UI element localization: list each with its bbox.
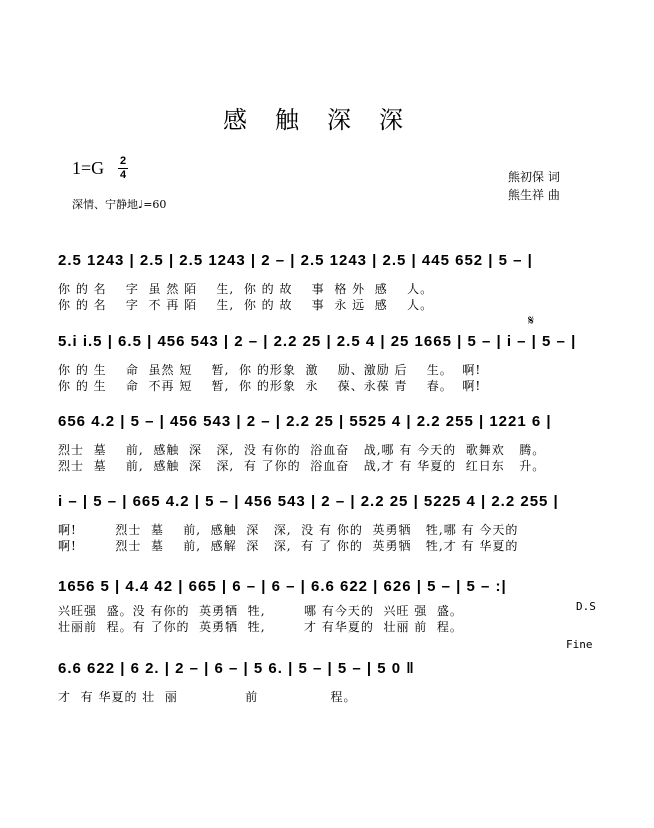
notation-line: 5.i i.5 | 6.5 | 456 543 | 2 – | 2.2 25 | 2.5 4 | 25 1665 | 5 – | i – | 5 – | [58,333,577,350]
tempo-marking: 深情、宁静地♩=60 [72,198,167,211]
lyric-verse-1: 啊! 烈士 墓 前, 感触 深 深, 没 有 你的 英勇牺 牲,哪 有 今天的 [58,523,519,537]
meter-bottom: 4 [119,169,127,181]
time-signature [118,156,128,181]
notation-line: 1656 5 | 4.4 42 | 665 | 6 – | 6 – | 6.6 622 | 626 | 5 – | 5 – :| [58,578,507,595]
lyricist-credit: 熊初保 词 [508,170,560,184]
ds-marking: D.S [576,600,596,613]
lyric-verse-1: 你 的 名 字 虽 然 陌 生, 你 的 故 事 格 外 感 人。 [58,282,434,296]
lyric-verse-2: 烈士 墓 前, 感触 深 深, 有 了你的 浴血奋 战,才 有 华夏的 红日东 升。 [58,459,546,473]
key-signature: 1=G [72,158,105,178]
notation-line: 6.6 622 | 6 2. | 2 – | 6 – | 5 6. | 5 – | 5 – | 5 0 ‖ [58,660,415,677]
lyric-verse-1: 才 有 华夏的 壮 丽 前 程。 [58,690,357,704]
lyric-verse-1: 你 的 生 命 虽然 短 暂, 你 的形象 激 励、激励 后 生。 啊! [58,363,482,377]
lyric-verse-2: 你 的 名 字 不 再 陌 生, 你 的 故 事 永 远 感 人。 [58,298,434,312]
notation-line: 656 4.2 | 5 – | 456 543 | 2 – | 2.2 25 | 5525 4 | 2.2 255 | 1221 6 | [58,413,552,430]
meter-top: 2 [119,155,127,167]
song-title: 感触深深 [223,106,431,134]
segno-sign: 𝄋 [528,313,535,329]
lyric-verse-1: 烈士 墓 前, 感触 深 深, 没 有你的 浴血奋 战,哪 有 今天的 歌舞欢 腾。 [58,443,546,457]
composer-credit: 熊生祥 曲 [508,188,560,202]
notation-line: i – | 5 – | 665 4.2 | 5 – | 456 543 | 2 – | 2.2 25 | 5225 4 | 2.2 255 | [58,493,559,510]
notation-line: 2.5 1243 | 2.5 | 2.5 1243 | 2 – | 2.5 1243 | 2.5 | 445 652 | 5 – | [58,252,533,269]
fine-marking: Fine [566,638,593,651]
lyric-verse-2: 你 的 生 命 不再 短 暂, 你 的形象 永 葆、永葆 青 春。 啊! [58,379,482,393]
lyric-verse-1: 兴旺强 盛。没 有你的 英勇牺 牲, 哪 有今天的 兴旺 强 盛。 [58,604,463,618]
lyric-verse-2: 壮丽前 程。有 了你的 英勇牺 牲, 才 有华夏的 壮丽 前 程。 [58,620,463,634]
lyric-verse-2: 啊! 烈士 墓 前, 感解 深 深, 有 了 你的 英勇牺 牲,才 有 华夏的 [58,539,519,553]
